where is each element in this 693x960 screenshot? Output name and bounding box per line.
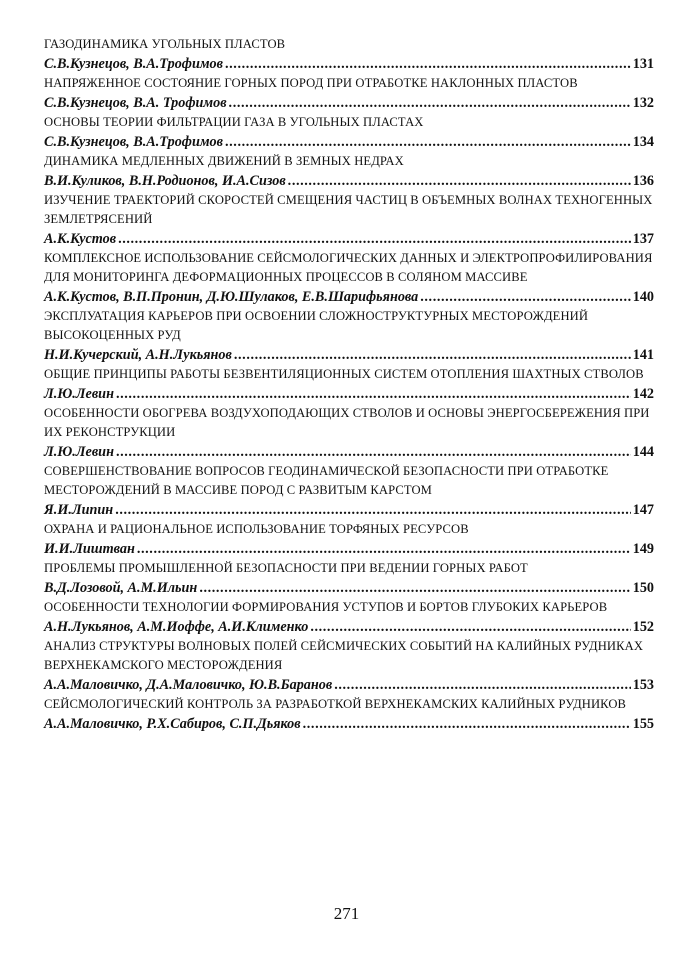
toc-entry-authors: С.В.Кузнецов, В.А. Трофимов: [44, 95, 227, 111]
toc-entry-page: 153: [632, 677, 654, 693]
toc-entry-page: 137: [632, 231, 654, 247]
toc-entry-authors-line: [44, 714, 654, 734]
toc-entry-authors: Л.Ю.Левин: [44, 444, 114, 460]
dot-leader: [199, 578, 630, 598]
toc-entry-page: 141: [632, 347, 654, 363]
dot-leader: [303, 714, 631, 734]
toc-entry-authors: В.И.Куликов, В.Н.Родионов, И.А.Сизов: [44, 173, 286, 189]
dot-leader: [225, 54, 631, 74]
toc-entry: [44, 462, 654, 520]
toc-entry-title: ОХРАНА И РАЦИОНАЛЬНОЕ ИСПОЛЬЗОВАНИЕ ТОРФЯНЫХ РЕСУРСОВ: [44, 522, 469, 536]
toc-entry-title: ОСОБЕННОСТИ ОБОГРЕВА ВОЗДУХОПОДАЮЩИХ СТВОЛОВ И ОСНОВЫ ЭНЕРГОСБЕРЕЖЕНИЯ ПРИ ИХ РЕКОНСТРУКЦИИ: [44, 406, 650, 439]
toc-entry-page: 149: [632, 541, 654, 557]
toc-entry-page: 155: [632, 716, 654, 732]
toc-entry-authors: Я.И.Липин: [44, 502, 114, 518]
dot-leader: [234, 345, 631, 365]
dot-leader: [116, 384, 631, 404]
toc-entry-page: 140: [632, 289, 654, 305]
toc-entry-page: 152: [632, 619, 654, 635]
toc-entry-authors-line: [44, 345, 654, 365]
toc-entry-title: КОМПЛЕКСНОЕ ИСПОЛЬЗОВАНИЕ СЕЙСМОЛОГИЧЕСКИХ ДАННЫХ И ЭЛЕКТРОПРОФИЛИРОВАНИЯ ДЛЯ МОНИТОРИНГА ДЕФОРМАЦИОННЫХ ПРОЦЕССОВ В СОЛЯНОМ МАССИВЕ: [44, 251, 653, 284]
table-of-contents: [44, 35, 654, 734]
toc-entry: [44, 191, 654, 249]
toc-entry: [44, 637, 654, 695]
toc-entry-page: 147: [632, 502, 654, 518]
dot-leader: [420, 287, 630, 307]
toc-entry: [44, 35, 654, 74]
toc-entry-title: ИЗУЧЕНИЕ ТРАЕКТОРИЙ СКОРОСТЕЙ СМЕЩЕНИЯ ЧАСТИЦ В ОБЪЕМНЫХ ВОЛНАХ ТЕХНОГЕННЫХ ЗЕМЛЕТРЯСЕНИЙ: [44, 193, 653, 226]
toc-entry-title: СЕЙСМОЛОГИЧЕСКИЙ КОНТРОЛЬ ЗА РАЗРАБОТКОЙ ВЕРХНЕКАМСКИХ КАЛИЙНЫХ РУДНИКОВ: [44, 697, 627, 711]
toc-entry-authors: С.В.Кузнецов, В.А.Трофимов: [44, 56, 223, 72]
toc-entry-title: АНАЛИЗ СТРУКТУРЫ ВОЛНОВЫХ ПОЛЕЙ СЕЙСМИЧЕСКИХ СОБЫТИЙ НА КАЛИЙНЫХ РУДНИКАХ ВЕРХНЕКАМСКОГО МЕСТОРОЖДЕНИЯ: [44, 639, 644, 672]
toc-entry-title: ОСНОВЫ ТЕОРИИ ФИЛЬТРАЦИИ ГАЗА В УГОЛЬНЫХ ПЛАСТАХ: [44, 115, 424, 129]
dot-leader: [118, 229, 631, 249]
toc-entry-authors: Н.И.Кучерский, А.Н.Лукьянов: [44, 347, 232, 363]
toc-entry-authors-line: [44, 171, 654, 191]
toc-entry-title: ОСОБЕННОСТИ ТЕХНОЛОГИИ ФОРМИРОВАНИЯ УСТУПОВ И БОРТОВ ГЛУБОКИХ КАРЬЕРОВ: [44, 600, 608, 614]
toc-entry-page: 134: [632, 134, 654, 150]
toc-entry-authors-line: [44, 229, 654, 249]
toc-entry: [44, 307, 654, 365]
toc-entry: [44, 404, 654, 462]
toc-entry-authors-line: [44, 54, 654, 74]
toc-entry-authors: Л.Ю.Левин: [44, 386, 114, 402]
dot-leader: [229, 93, 631, 113]
toc-entry-authors-line: [44, 578, 654, 598]
toc-entry-title: СОВЕРШЕНСТВОВАНИЕ ВОПРОСОВ ГЕОДИНАМИЧЕСКОЙ БЕЗОПАСНОСТИ ПРИ ОТРАБОТКЕ МЕСТОРОЖДЕНИЙ В МАССИВЕ ПОРОД С РАЗВИТЫМ КАРСТОМ: [44, 464, 609, 497]
toc-entry-authors: А.К.Кустов, В.П.Пронин, Д.Ю.Шулаков, Е.В.Шарифьянова: [44, 289, 419, 305]
toc-entry-authors: А.А.Маловичко, Д.А.Маловичко, Ю.В.Баранов: [44, 677, 333, 693]
toc-entry-authors: А.А.Маловичко, Р.Х.Сабиров, С.П.Дьяков: [44, 716, 301, 732]
dot-leader: [288, 171, 631, 191]
toc-entry: [44, 695, 654, 734]
toc-entry-authors-line: [44, 500, 654, 520]
toc-entry-page: 144: [632, 444, 654, 460]
toc-entry-authors: А.Н.Лукьянов, А.М.Иоффе, А.И.Клименко: [44, 619, 309, 635]
toc-entry: [44, 559, 654, 598]
toc-entry: [44, 152, 654, 191]
toc-entry-title: ДИНАМИКА МЕДЛЕННЫХ ДВИЖЕНИЙ В ЗЕМНЫХ НЕДРАХ: [44, 154, 404, 168]
toc-entry-page: 142: [632, 386, 654, 402]
dot-leader: [334, 675, 631, 695]
dot-leader: [115, 500, 631, 520]
toc-entry: [44, 598, 654, 637]
dot-leader: [137, 539, 631, 559]
toc-entry: [44, 365, 654, 404]
toc-entry: [44, 113, 654, 152]
toc-entry-page: 131: [632, 56, 654, 72]
toc-entry: [44, 520, 654, 559]
toc-entry-authors-line: [44, 132, 654, 152]
toc-entry: [44, 249, 654, 307]
toc-entry-authors: И.И.Лиштван: [44, 541, 135, 557]
toc-entry-authors-line: [44, 384, 654, 404]
toc-entry-title: ЭКСПЛУАТАЦИЯ КАРЬЕРОВ ПРИ ОСВОЕНИИ СЛОЖНОСТРУКТУРНЫХ МЕСТОРОЖДЕНИЙ ВЫСОКОЦЕННЫХ РУД: [44, 309, 589, 342]
toc-entry-authors-line: [44, 675, 654, 695]
toc-entry-title: НАПРЯЖЕННОЕ СОСТОЯНИЕ ГОРНЫХ ПОРОД ПРИ ОТРАБОТКЕ НАКЛОННЫХ ПЛАСТОВ: [44, 76, 578, 90]
toc-entry-authors-line: [44, 93, 654, 113]
toc-entry-title: ГАЗОДИНАМИКА УГОЛЬНЫХ ПЛАСТОВ: [44, 37, 286, 51]
toc-entry-authors-line: [44, 617, 654, 637]
dot-leader: [310, 617, 630, 637]
toc-entry-authors-line: [44, 287, 654, 307]
toc-entry-authors-line: [44, 539, 654, 559]
toc-entry-page: 132: [632, 95, 654, 111]
toc-entry: [44, 74, 654, 113]
toc-entry-title: ПРОБЛЕМЫ ПРОМЫШЛЕННОЙ БЕЗОПАСНОСТИ ПРИ ВЕДЕНИИ ГОРНЫХ РАБОТ: [44, 561, 528, 575]
toc-entry-authors: С.В.Кузнецов, В.А.Трофимов: [44, 134, 223, 150]
toc-entry-authors: В.Д.Лозовой, А.М.Ильин: [44, 580, 198, 596]
dot-leader: [225, 132, 631, 152]
toc-entry-title: ОБЩИЕ ПРИНЦИПЫ РАБОТЫ БЕЗВЕНТИЛЯЦИОННЫХ СИСТЕМ ОТОПЛЕНИЯ ШАХТНЫХ СТВОЛОВ: [44, 367, 644, 381]
toc-entry-page: 150: [632, 580, 654, 596]
toc-entry-authors: А.К.Кустов: [44, 231, 117, 247]
toc-entry-authors-line: [44, 442, 654, 462]
dot-leader: [116, 442, 631, 462]
toc-entry-page: 136: [632, 173, 654, 189]
page-number: 271: [333, 904, 360, 923]
